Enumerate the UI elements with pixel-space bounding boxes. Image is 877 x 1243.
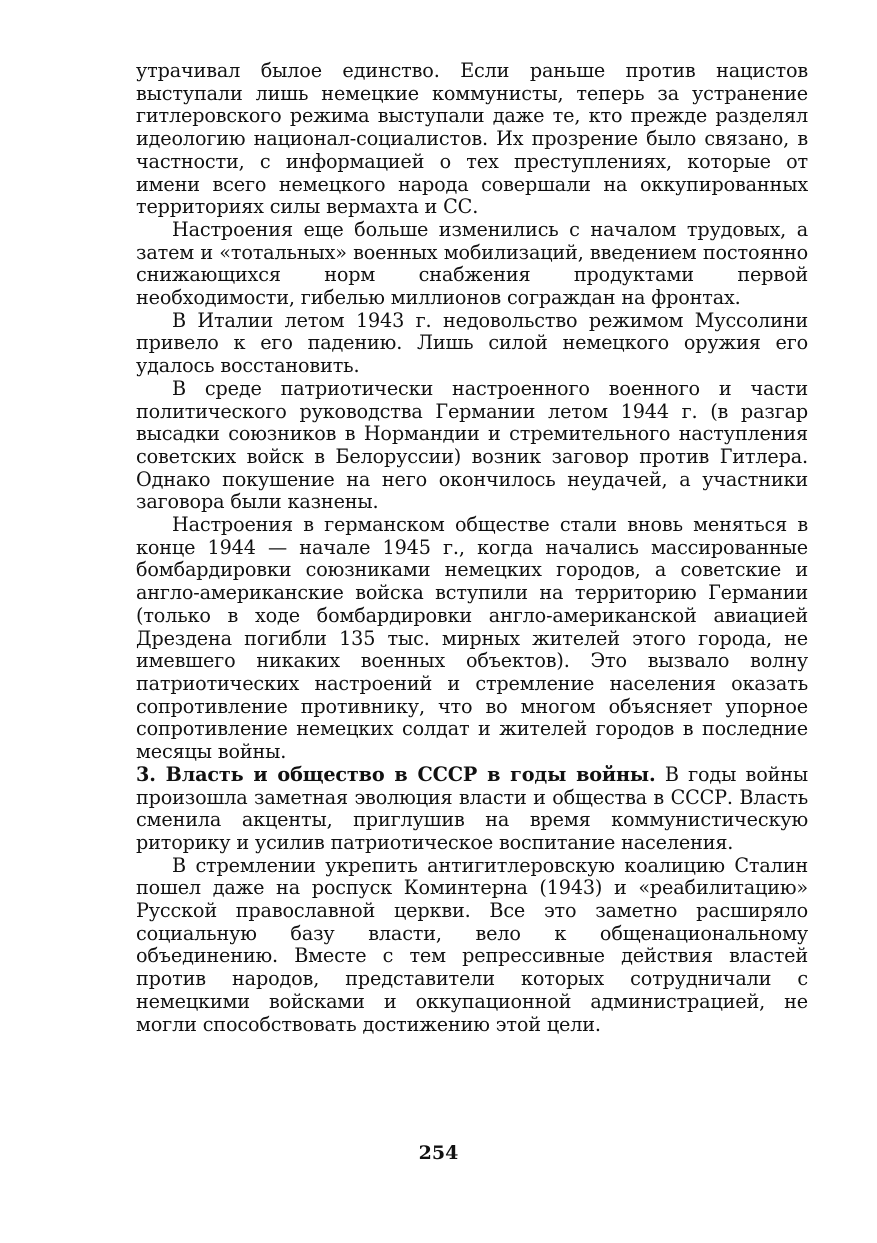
page-number: 254 — [418, 1142, 459, 1164]
page-body — [136, 60, 808, 1036]
section-body-text: В годы войны произошла заметная эволюция власти и общества в СССР. Власть сменила акценты, приглушив на время коммунистическую риторику и усилив патриотическое воспитание населения. — [136, 762, 808, 854]
paragraph-2: Настроения еще больше изменились с началом трудовых, а затем и «тотальных» военных мобилизаций, введением постоянно снижающихся норм снабжения продуктами первой необходимости, гибелью миллионов сограждан на фронтах. — [136, 217, 808, 310]
paragraph-3: В Италии летом 1943 г. недовольство режимом Муссолини привело к его падению. Лишь силой немецкого оружия его удалось восстановить. — [136, 308, 808, 378]
paragraph-4: В среде патриотически настроенного военного и части политического руководства Германии летом 1944 г. (в разгар высадки союзников в Нормандии и стремительного наступления советских войск в Белоруссии) возник заговор против Гитлера. Однако покушение на него окончилось неудачей, а участники заговора были казнены. — [136, 376, 808, 514]
paragraph-1: утрачивал былое единство. Если раньше против нацистов выступали лишь немецкие коммунисты, теперь за устранение гитлеровского режима выступали даже те, кто прежде разделял идеологию национал-социалистов. Их прозрение было связано, в частности, с информацией о тех преступлениях, которые от имени всего немецкого народа совершали на оккупированных территориях силы вермахта и СС. — [136, 59, 808, 219]
paragraph-7: В стремлении укрепить антигитлеровскую коалицию Сталин пошел даже на роспуск Коминтерна (1943) и «реабилитацию» Русской православной церкви. Все это заметно расширяло социальную базу власти, вело к общенациональному объединению. Вместе с тем репрессивные действия властей против народов, представители которых сотрудничали с немецкими войсками и оккупационной администрацией, не могли способствовать достижению этой цели. — [136, 853, 808, 1036]
text-block — [136, 60, 808, 1036]
paragraph-5: Настроения в германском обществе стали вновь меняться в конце 1944 — начале 1945 г., когда начались массированные бомбардировки союзниками немецких городов, а советские и англо-американские войска вступили на территорию Германии (только в ходе бомбардировки англо-американской авиацией Дрездена погибли 135 тыс. мирных жителей этого города, не имевшего никаких военных объектов). Это вызвало волну патриотических настроений и стремление населения оказать сопротивление противнику, что во многом объясняет упорное сопротивление немецких солдат и жителей городов в последние месяцы войны. — [136, 513, 808, 764]
section-heading: 3. Власть и общество в СССР в годы войны. — [136, 762, 656, 786]
paragraph-6-section-3 — [136, 764, 808, 855]
